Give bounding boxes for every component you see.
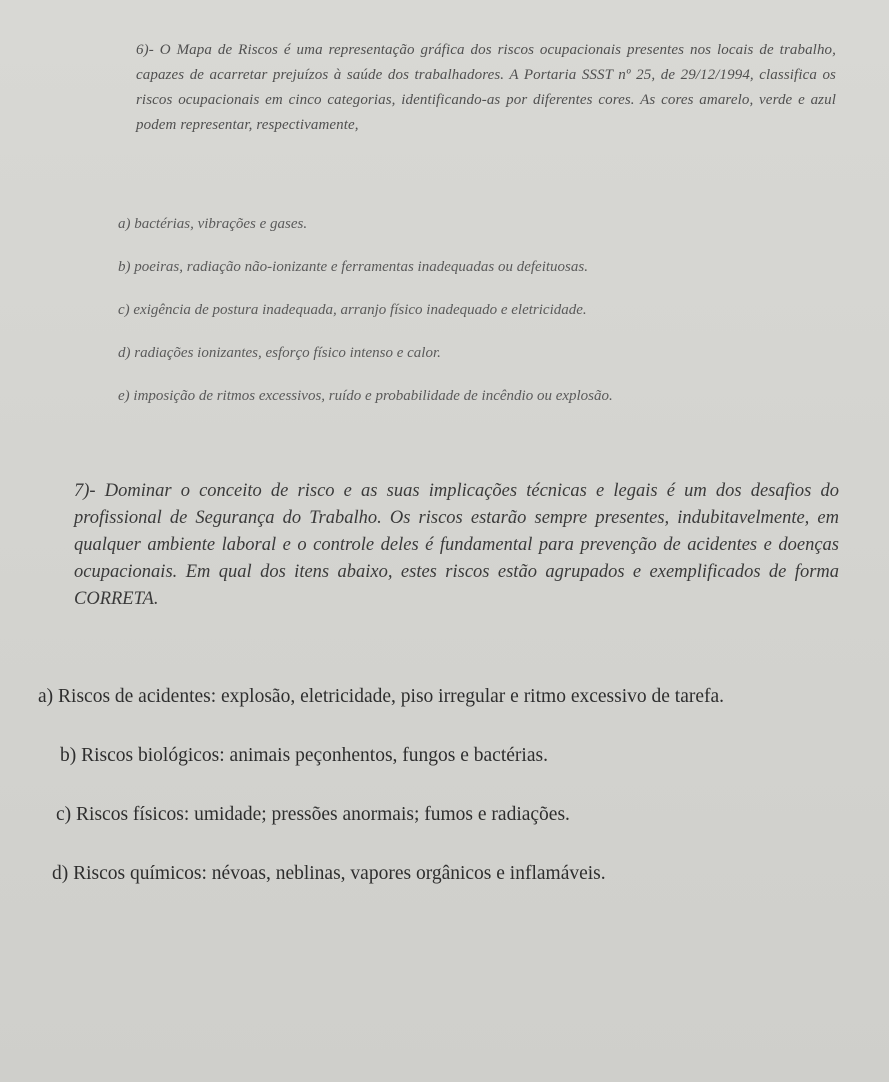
question-6-option-d: d) radiações ionizantes, esforço físico intenso e calor. [118, 345, 441, 361]
question-7-options [38, 683, 848, 919]
question-6-option-e: e) imposição de ritmos excessivos, ruído e probabilidade de incêndio ou explosão. [118, 388, 613, 404]
question-7-option-d: d) Riscos químicos: névoas, neblinas, vapores orgânicos e inflamáveis. [52, 863, 606, 884]
question-6-option-c: c) exigência de postura inadequada, arranjo físico inadequado e eletricidade. [118, 302, 587, 318]
question-7-option-c: c) Riscos físicos: umidade; pressões anormais; fumos e radiações. [56, 804, 570, 825]
question-7-option-a: a) Riscos de acidentes: explosão, eletricidade, piso irregular e ritmo excessivo de tarefa. [38, 686, 725, 707]
question-7-option-b: b) Riscos biológicos: animais peçonhentos, fungos e bactérias. [60, 745, 548, 766]
question-7-text: 7)- Dominar o conceito de risco e as suas implicações técnicas e legais é um dos desafios do profissional de Segurança do Trabalho. Os riscos estarão sempre presentes, indubitavelmente, em qualquer ambiente laboral e o controle deles é fundamental para prevenção de acidentes e doenças ocupacionais. Em qual dos itens abaixo, estes riscos estão agrupados e exemplificados de forma CORRETA. [74, 481, 839, 609]
question-6-options [118, 213, 848, 428]
question-6-option-a: a) bactérias, vibrações e gases. [118, 216, 308, 232]
question-6-text: 6)- O Mapa de Riscos é uma representação gráfica dos riscos ocupacionais presentes nos locais de trabalho, capazes de acarretar prejuízos à saúde dos trabalhadores. A Portaria SSST nº 25, de 29/12/1994, classifica os riscos ocupacionais em cinco categorias, identificando-as por diferentes cores. As cores amarelo, verde e azul podem representar, respectivamente, [136, 42, 836, 133]
question-6-option-b: b) poeiras, radiação não-ionizante e ferramentas inadequadas ou defeituosas. [118, 259, 588, 275]
